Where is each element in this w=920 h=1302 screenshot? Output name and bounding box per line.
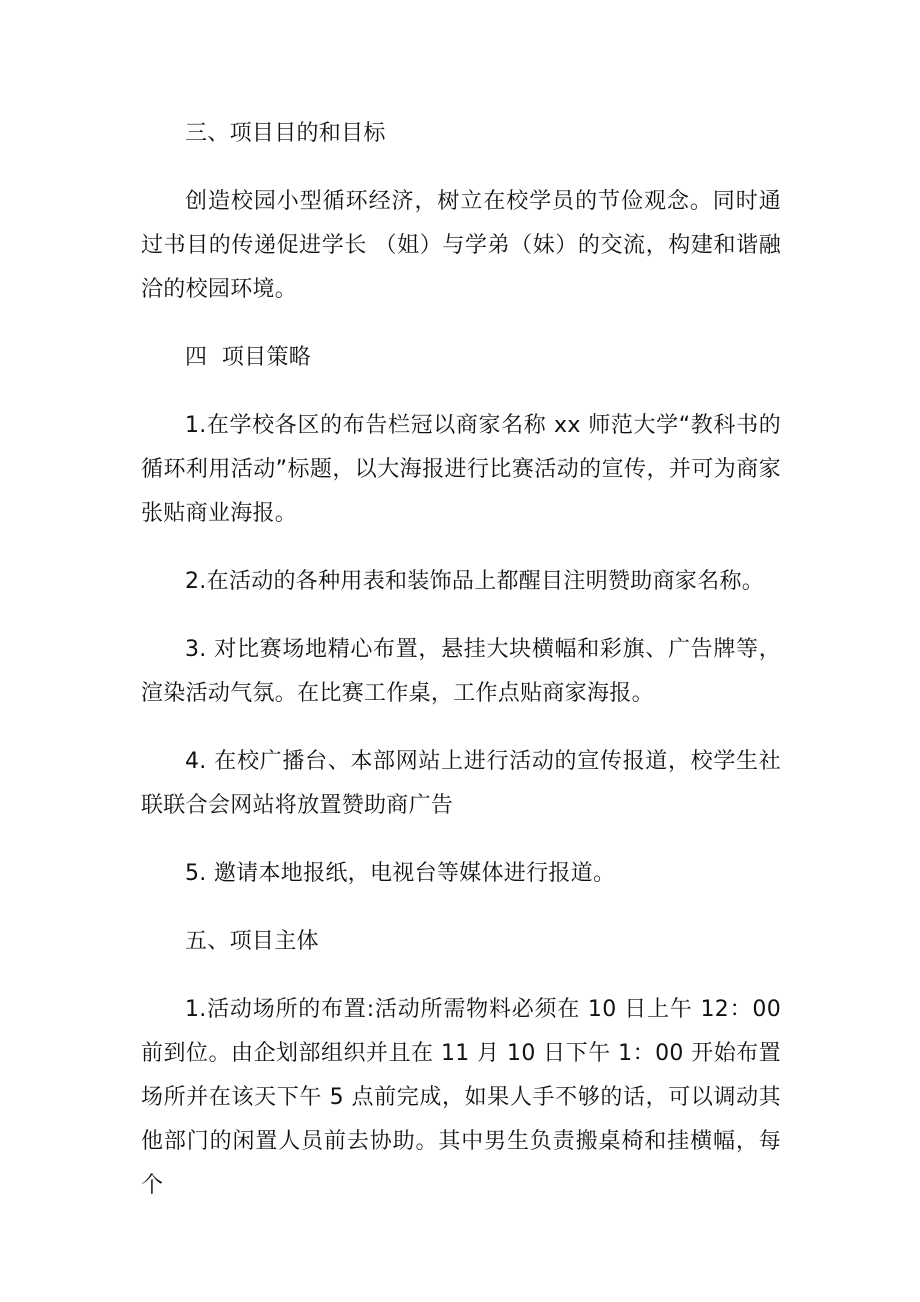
section-heading-3: 三、项目目的和目标 <box>185 121 386 146</box>
paragraph-goals: 创造校园小型循环经济，树立在校学员的节俭观念。同时通过书目的传递促进学长 （姐）与学弟（妹）的交流，构建和谐融洽的校园环境。 <box>141 189 781 302</box>
paragraph-strategy-4: 4. 在校广播台、本部网站上进行活动的宣传报道，校学生社联联合会网站将放置赞助商广告 <box>141 749 781 818</box>
document-body <box>141 112 781 1232</box>
section-heading-4: 四 项目策略 <box>185 345 312 370</box>
section-heading-5: 五、项目主体 <box>185 929 319 954</box>
paragraph-strategy-1: 1.在学校各区的布告栏冠以商家名称 xx 师范大学“教科书的循环利用活动”标题，以大海报进行比赛活动的宣传，并可为商家张贴商业海报。 <box>141 413 781 526</box>
paragraph-strategy-3: 3. 对比赛场地精心布置，悬挂大块横幅和彩旗、广告牌等，渲染活动气氛。在比赛工作桌，工作点贴商家海报。 <box>141 637 781 706</box>
paragraph-strategy-2: 2.在活动的各种用表和装饰品上都醒目注明赞助商家名称。 <box>185 569 765 594</box>
paragraph-main-1: 1.活动场所的布置:活动所需物料必须在 10 日上午 12：00前到位。由企划部组织并且在 11 月 10 日下午 1：00 开始布置场所并在该天下午 5 点前完成，如果人手不够的话，可以调动其他部门的闲置人员前去协助。其中男生负责搬桌椅和挂横幅，每个 <box>141 997 781 1198</box>
paragraph-strategy-5: 5. 邀请本地报纸，电视台等媒体进行报道。 <box>185 861 616 886</box>
